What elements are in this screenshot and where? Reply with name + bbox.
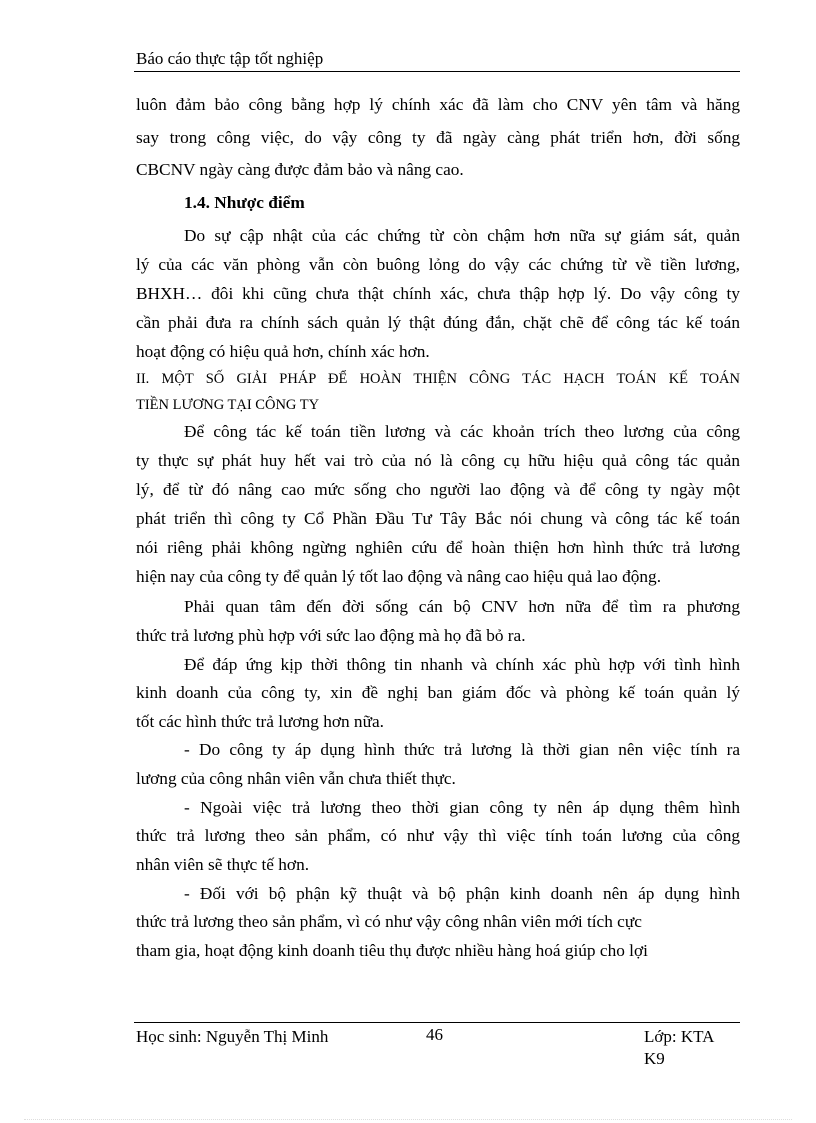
text-line: nói riêng phải không ngừng nghiên cứu để hoàn thiện hơn hình thức trả lương [136, 538, 740, 557]
text-line: thức trả lương theo sản phẩm, có như vậy thì việc tính toán lương của công [136, 826, 740, 845]
text-line: thức trả lương theo sản phẩm, vì có như vậy công nhân viên mới tích cực [136, 912, 642, 931]
footer-class-cont: K9 [644, 1049, 665, 1068]
text-line: Do sự cập nhật của các chứng từ còn chậm hơn nữa sự giám sát, quản [184, 226, 740, 245]
text-line: say trong công việc, do vậy công ty đã ngày càng phát triển hơn, đời sống [136, 128, 740, 147]
page-header-title: Báo cáo thực tập tốt nghiệp [136, 49, 324, 68]
text-line: tốt các hình thức trả lương hơn nữa. [136, 712, 384, 731]
footer-student: Học sinh: Nguyễn Thị Minh [136, 1027, 329, 1046]
header-rule [134, 71, 740, 72]
text-line: Để đáp ứng kịp thời thông tin nhanh và chính xác phù hợp với tình hình [184, 655, 740, 674]
text-line: BHXH… đôi khi cũng chưa thật chính xác, chưa thập hợp lý. Do vậy công ty [136, 284, 740, 303]
text-line: lý của các văn phòng vẫn còn buông lỏng do vậy các chứng từ về tiền lương, [136, 255, 740, 274]
text-line: cần phải đưa ra chính sách quản lý thật đúng đắn, chặt chẽ để công tác kế toán [136, 313, 740, 332]
text-line: hiện nay của công ty để quản lý tốt lao động và nâng cao hiệu quả lao động. [136, 567, 662, 586]
text-line: nhân viên sẽ thực tế hơn. [136, 855, 310, 874]
footer-rule [134, 1022, 740, 1023]
text-line: - Ngoài việc trả lương theo thời gian công ty nên áp dụng thêm hình [184, 798, 740, 817]
text-line: phát triển thì công ty Cổ Phần Đầu Tư Tây Bắc nói chung và công tác kế toán [136, 509, 740, 528]
section-heading-line: II. MỘT SỐ GIẢI PHÁP ĐỂ HOÀN THIỆN CÔNG TÁC HẠCH TOÁN KẾ TOÁN [136, 371, 740, 387]
text-line: tham gia, hoạt động kinh doanh tiêu thụ được nhiều hàng hoá giúp cho lợi [136, 941, 648, 960]
text-line: Phải quan tâm đến đời sống cán bộ CNV hơn nữa để tìm ra phương [184, 597, 740, 616]
text-line: luôn đảm bảo công bằng hợp lý chính xác đã làm cho CNV yên tâm và hăng [136, 95, 740, 114]
text-line: thức trả lương phù hợp với sức lao động mà họ đã bỏ ra. [136, 626, 526, 645]
text-line: - Đối với bộ phận kỹ thuật và bộ phận kinh doanh nên áp dụng hình [184, 884, 740, 903]
footer-class: Lớp: KTA [644, 1027, 715, 1046]
text-line: ty thực sự phát huy hết vai trò của nó là công cụ hữu hiệu quả công tác quản [136, 451, 740, 470]
section-heading-line: 1.4. Nhược điểm [184, 193, 305, 212]
section-heading-line: TIỀN LƯƠNG TẠI CÔNG TY [136, 397, 320, 413]
page-number: 46 [426, 1025, 443, 1044]
text-line: Để công tác kế toán tiền lương và các khoản trích theo lương của công [184, 422, 740, 441]
text-line: - Do công ty áp dụng hình thức trả lương là thời gian nên việc tính ra [184, 740, 740, 759]
text-line: lý, để từ đó nâng cao mức sống cho người lao động và để công ty ngày một [136, 480, 740, 499]
page-edge [24, 1119, 792, 1120]
text-line: CBCNV ngày càng được đảm bảo và nâng cao. [136, 160, 464, 179]
text-line: lương của công nhân viên vẫn chưa thiết thực. [136, 769, 456, 788]
text-line: kinh doanh của công ty, xin đề nghị ban giám đốc và phòng kế toán quản lý [136, 683, 740, 702]
text-line: hoạt động có hiệu quả hơn, chính xác hơn. [136, 342, 430, 361]
